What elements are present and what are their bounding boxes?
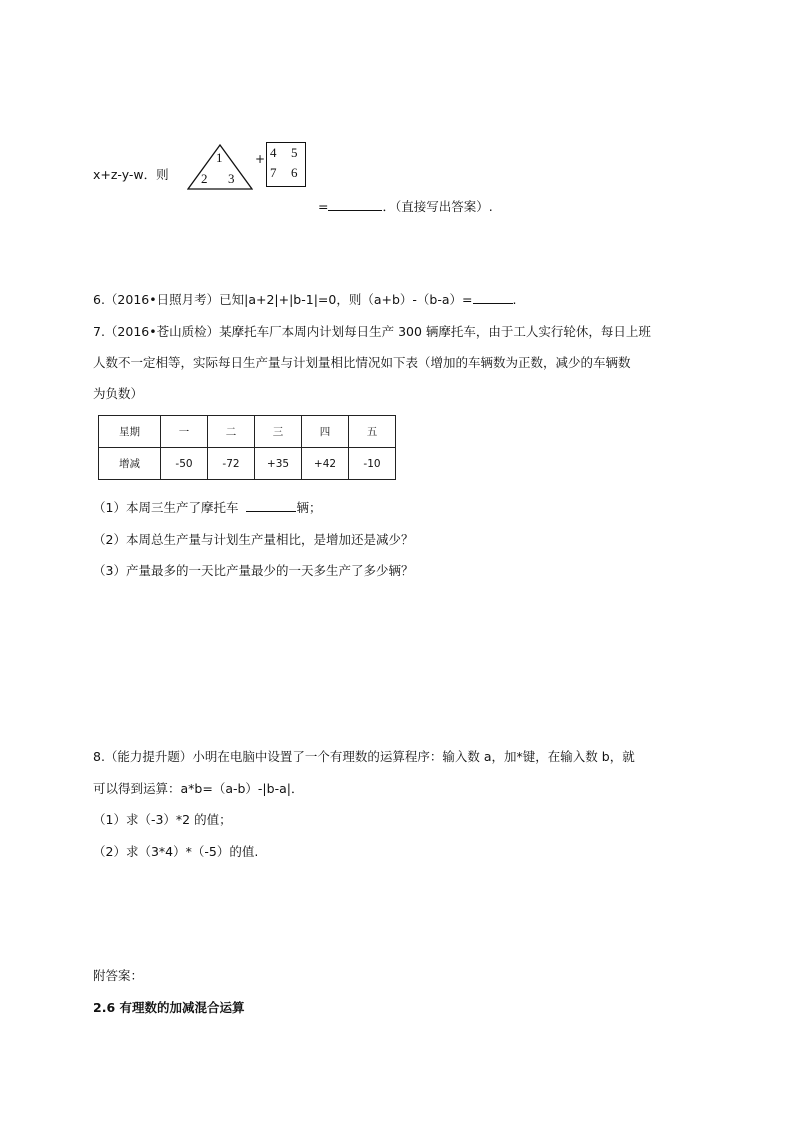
q8-subquestion-2: （2）求（3*4）*（-5）的值. (93, 844, 259, 859)
table-cell: +35 (255, 448, 302, 480)
production-table (98, 415, 396, 480)
table-header-row (99, 416, 396, 448)
q7-sub1-blank (246, 499, 296, 512)
table-cell: 一 (161, 416, 208, 448)
q5-answer-blank (328, 198, 382, 211)
q6-end: . (512, 292, 517, 307)
table-cell: -50 (161, 448, 208, 480)
q5-equals: = (318, 199, 329, 214)
table-cell: +42 (302, 448, 349, 480)
square-number-d: 6 (291, 165, 298, 180)
square-number-b: 5 (291, 145, 298, 160)
table-row (99, 448, 396, 480)
q7-subquestion-1 (93, 498, 321, 516)
q8-subquestion-1: （1）求（-3）*2 的值； (93, 812, 232, 827)
q5-answer-line (318, 197, 493, 215)
q7-subquestion-3: （3）产量最多的一天比产量最少的一天多生产了多少辆？ (93, 563, 414, 578)
table-cell: 三 (255, 416, 302, 448)
triangle-bottom-right-number: 3 (228, 171, 235, 186)
answers-heading: 2.6 有理数的加减混合运算 (93, 1000, 245, 1015)
table-cell: -72 (208, 448, 255, 480)
q7-sub1-text: （1）本周三生产了摩托车 (93, 500, 239, 515)
q7-sub1-unit: 辆； (296, 500, 322, 515)
table-cell: 四 (302, 416, 349, 448)
q6-text: 6.（2016•日照月考）已知|a+2|+|b-1|=0，则（a+b）-（b-a）= (93, 292, 473, 307)
q8-line-2: 可以得到运算：a*b=（a-b）-|b-a|． (93, 781, 304, 796)
q7-line-3: 为负数） (93, 386, 144, 401)
square-figure (266, 142, 306, 187)
table-cell: 五 (349, 416, 396, 448)
figure-plus-sign: + (255, 152, 266, 166)
q7-line-2: 人数不一定相等，实际每日生产量与计划量相比情况如下表（增加的车辆数为正数，减少的车辆数 (93, 355, 631, 370)
triangle-bottom-left-number: 2 (201, 171, 208, 186)
table-cell: 增减 (99, 448, 161, 480)
triangle-figure (187, 144, 253, 190)
q5-suffix-text: ．（直接写出答案）. (382, 199, 493, 214)
q5-prefix: x+z-y-w．则 (93, 167, 169, 182)
table-cell: 星期 (99, 416, 161, 448)
table-cell: -10 (349, 448, 396, 480)
question-6 (93, 290, 516, 308)
q6-answer-blank (473, 291, 513, 304)
q8-line-1: 8.（能力提升题）小明在电脑中设置了一个有理数的运算程序：输入数 a，加*键，在输入数 b，就 (93, 749, 635, 764)
answers-label: 附答案： (93, 968, 144, 983)
square-number-c: 7 (270, 165, 277, 180)
square-number-a: 4 (270, 145, 277, 160)
triangle-top-number: 1 (216, 150, 223, 165)
table-cell: 二 (208, 416, 255, 448)
q7-line-1: 7.（2016•苍山质检）某摩托车厂本周内计划每日生产 300 辆摩托车，由于工人实行轮休，每日上班 (93, 324, 651, 339)
q7-subquestion-2: （2）本周总生产量与计划生产量相比，是增加还是减少？ (93, 532, 414, 547)
